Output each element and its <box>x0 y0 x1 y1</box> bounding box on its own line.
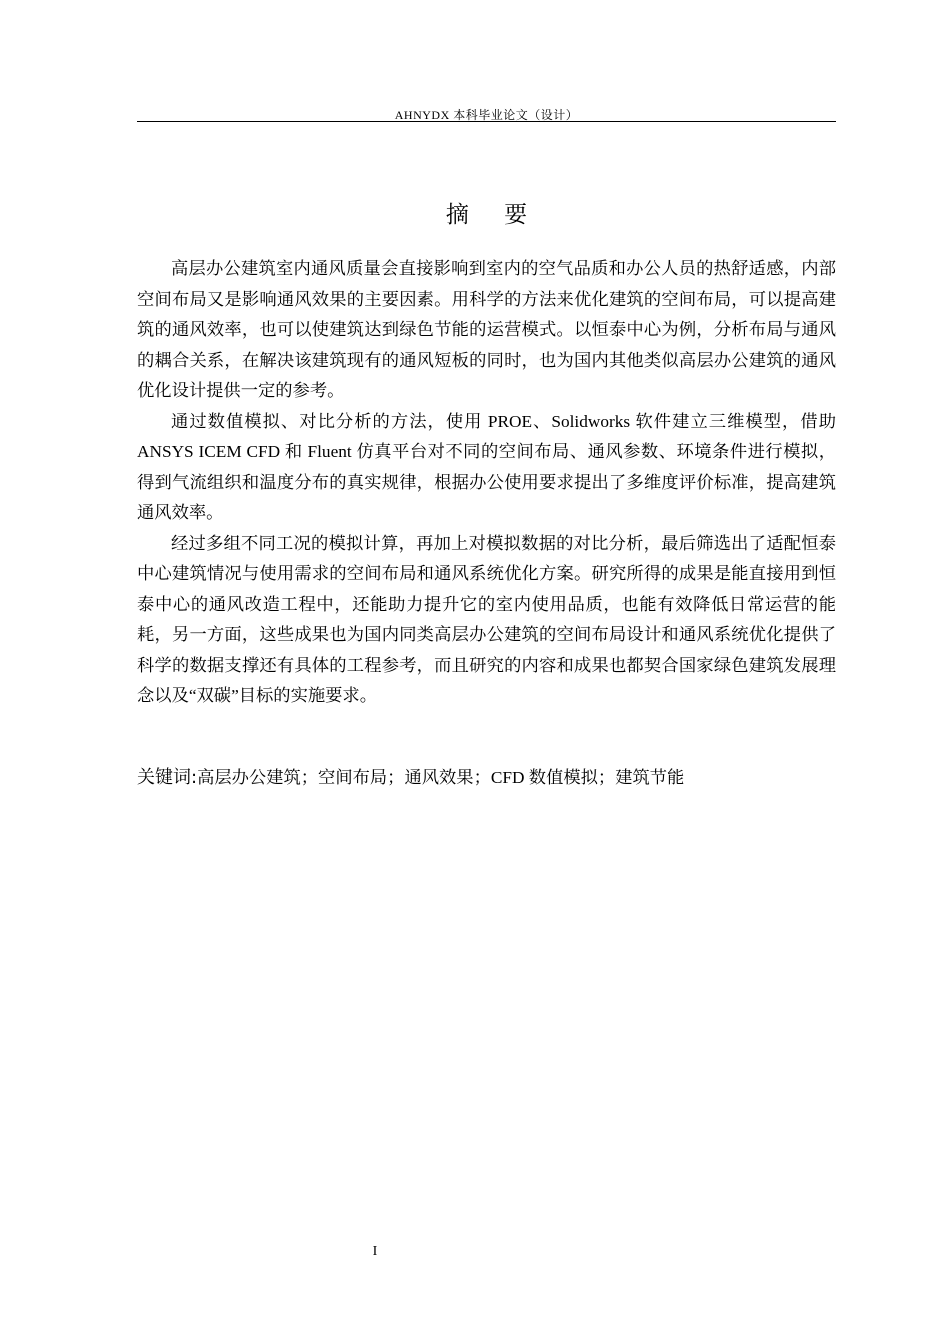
keywords-text: 高层办公建筑；空间布局；通风效果；CFD 数值模拟；建筑节能 <box>197 768 685 787</box>
abstract-paragraph-3: 经过多组不同工况的模拟计算，再加上对模拟数据的对比分析，最后筛选出了适配恒泰中心建筑情况与使用需求的空间布局和通风系统优化方案。研究所得的成果是能直接用到恒泰中心的通风改造工程中，还能助力提升它的室内使用品质，也能有效降低日常运营的能耗，另一方面，这些成果也为国内同类高层办公建筑的空间布局设计和通风系统优化提供了科学的数据支撑还有具体的工程参考，而且研究的内容和成果也都契合国家绿色建筑发展理念以及“双碳”目标的实施要求。 <box>137 533 836 705</box>
abstract-paragraph-1: 高层办公建筑室内通风质量会直接影响到室内的空气品质和办公人员的热舒适感，内部空间布局又是影响通风效果的主要因素。用科学的方法来优化建筑的空间布局，可以提高建筑的通风效率，也可以使建筑达到绿色节能的运营模式。以恒泰中心为例，分析布局与通风的耦合关系，在解决该建筑现有的通风短板的同时，也为国内其他类似高层办公建筑的通风优化设计提供一定的参考。 <box>137 259 836 400</box>
keywords-label: 关键词: <box>137 767 198 788</box>
abstract-title: 摘 要 <box>445 202 542 228</box>
page-number: I <box>372 1244 378 1259</box>
header-rule <box>137 121 836 122</box>
running-header: AHNYDX 本科毕业论文（设计） <box>394 108 579 122</box>
abstract-body <box>137 254 836 712</box>
abstract-paragraph-2: 通过数值模拟、对比分析的方法，使用 PROE、Solidworks 软件建立三维模型，借助 ANSYS ICEM CFD 和 Fluent 仿真平台对不同的空间布局、通风参数、环境条件进行模拟，得到气流组织和温度分布的真实规律，根据办公使用要求提出了多维度评价标准，提高建筑通风效率。 <box>137 411 836 522</box>
keywords-line <box>137 764 836 792</box>
